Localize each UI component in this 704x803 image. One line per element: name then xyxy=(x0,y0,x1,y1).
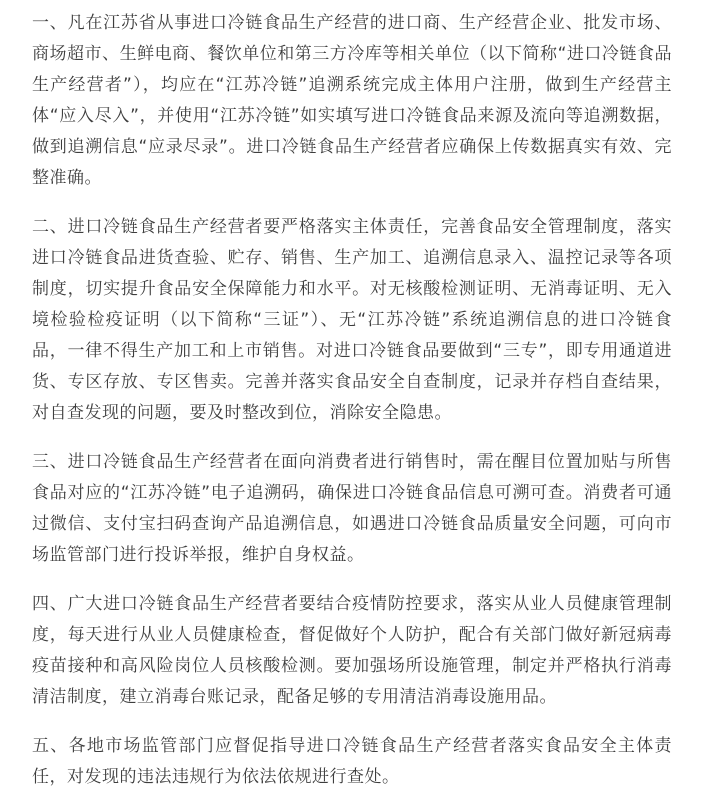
paragraph-1: 一、凡在江苏省从事进口冷链食品生产经营的进口商、生产经营企业、批发市场、商场超市、生鲜电商、餐饮单位和第三方冷库等相关单位（以下简称“进口冷链食品生产经营者”），均应在“江苏冷链”追溯系统完成主体用户注册，做到生产经营主体“应入尽入”，并使用“江苏冷链”如实填写进口冷链食品来源及流向等追溯数据，做到追溯信息“应录尽录”。进口冷链食品生产经营者应确保上传数据真实有效、完整准确。 xyxy=(32,13,672,188)
paragraph-4: 四、广大进口冷链食品生产经营者要结合疫情防控要求，落实从业人员健康管理制度，每天进行从业人员健康检查，督促做好个人防护，配合有关部门做好新冠病毒疫苗接种和高风险岗位人员核酸检测。要加强场所设施管理，制定并严格执行消毒清洁制度，建立消毒台账记录，配备足够的专用清洁消毒设施用品。 xyxy=(32,594,672,707)
paragraph-5: 五、各地市场监管部门应督促指导进口冷链食品生产经营者落实食品安全主体责任，对发现的违法违规行为依法依规进行查处。 xyxy=(32,736,672,787)
paragraph-2: 二、进口冷链食品生产经营者要严格落实主体责任，完善食品安全管理制度，落实进口冷链食品进货查验、贮存、销售、生产加工、追溯信息录入、温控记录等各项制度，切实提升食品安全保障能力和水平。对无核酸检测证明、无消毒证明、无入境检验检疫证明（以下简称“三证”）、无“江苏冷链”系统追溯信息的进口冷链食品，一律不得生产加工和上市销售。对进口冷链食品要做到“三专”，即专用通道进货、专区存放、专区售卖。完善并落实食品安全自查制度，记录并存档自查结果，对自查发现的问题，要及时整改到位，消除安全隐患。 xyxy=(32,217,672,423)
paragraph-3: 三、进口冷链食品生产经营者在面向消费者进行销售时，需在醒目位置加贴与所售食品对应的“江苏冷链”电子追溯码，确保进口冷链食品信息可溯可查。消费者可通过微信、支付宝扫码查询产品追溯信息，如遇进口冷链食品质量安全问题，可向市场监管部门进行投诉举报，维护自身权益。 xyxy=(32,452,672,565)
